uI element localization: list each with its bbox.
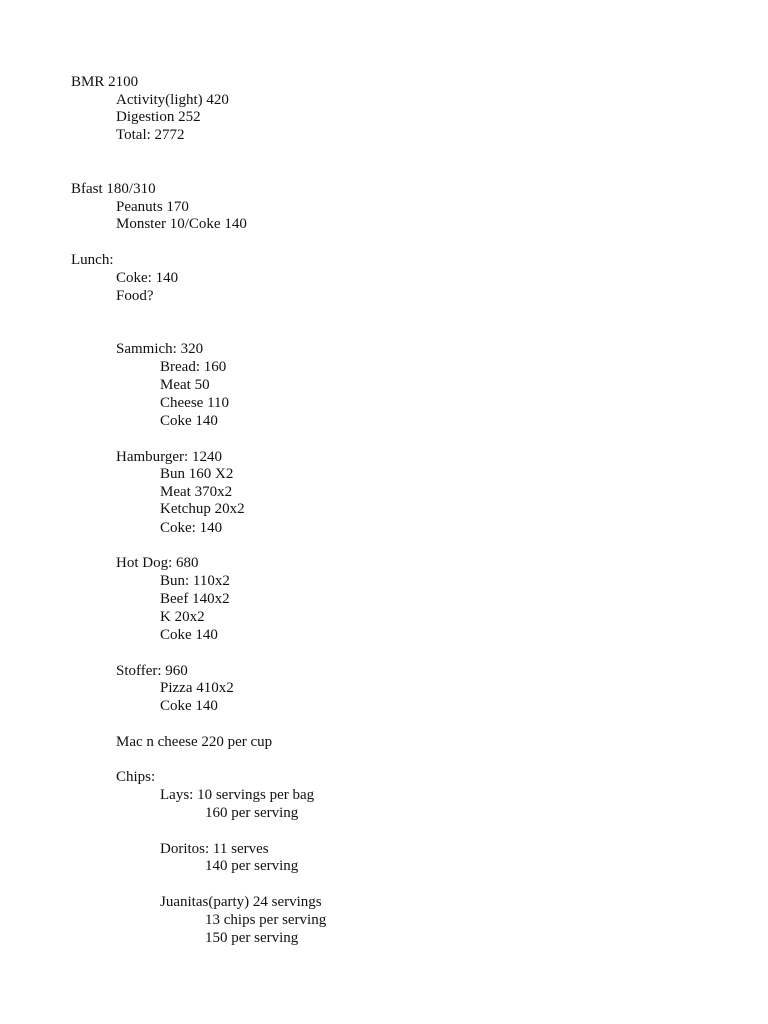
juanitas-heading: Juanitas(party) 24 servings: [160, 894, 322, 910]
hotdog-item: Beef 140x2: [160, 591, 230, 607]
lays-heading: Lays: 10 servings per bag: [160, 787, 315, 803]
juanitas-detail: 150 per serving: [205, 930, 299, 946]
lunch-item: Food?: [116, 288, 154, 304]
hamburger-item: Bun 160 X2: [160, 466, 234, 482]
hamburger-item: Meat 370x2: [160, 484, 233, 500]
sammich-item: Cheese 110: [160, 395, 230, 411]
chips-heading: Chips:: [116, 769, 156, 785]
breakfast-heading: Bfast 180/310: [71, 181, 156, 197]
stoffer-item: Pizza 410x2: [160, 680, 234, 696]
breakfast-item: Peanuts 170: [116, 199, 189, 215]
bmr-line: BMR 2100: [71, 74, 139, 90]
hamburger-item: Coke: 140: [160, 520, 223, 536]
total-line: Total: 2772: [116, 127, 185, 143]
lunch-item: Coke: 140: [116, 270, 179, 286]
sammich-item: Meat 50: [160, 377, 210, 393]
sammich-heading: Sammich: 320: [116, 341, 204, 357]
stoffer-heading: Stoffer: 960: [116, 663, 188, 679]
doritos-heading: Doritos: 11 serves: [160, 841, 269, 857]
hamburger-heading: Hamburger: 1240: [116, 449, 222, 465]
hotdog-item: Bun: 110x2: [160, 573, 230, 589]
doritos-detail: 140 per serving: [205, 858, 299, 874]
hotdog-heading: Hot Dog: 680: [116, 555, 199, 571]
juanitas-detail: 13 chips per serving: [205, 912, 327, 928]
digestion-line: Digestion 252: [116, 109, 201, 125]
lays-detail: 160 per serving: [205, 805, 299, 821]
lunch-heading: Lunch:: [71, 252, 114, 268]
stoffer-item: Coke 140: [160, 698, 218, 714]
sammich-item: Bread: 160: [160, 359, 227, 375]
activity-line: Activity(light) 420: [116, 92, 229, 108]
sammich-item: Coke 140: [160, 413, 218, 429]
hotdog-item: Coke 140: [160, 627, 218, 643]
hotdog-item: K 20x2: [160, 609, 205, 625]
hamburger-item: Ketchup 20x2: [160, 501, 245, 517]
mac-n-cheese-line: Mac n cheese 220 per cup: [116, 734, 273, 750]
breakfast-item: Monster 10/Coke 140: [116, 216, 247, 232]
